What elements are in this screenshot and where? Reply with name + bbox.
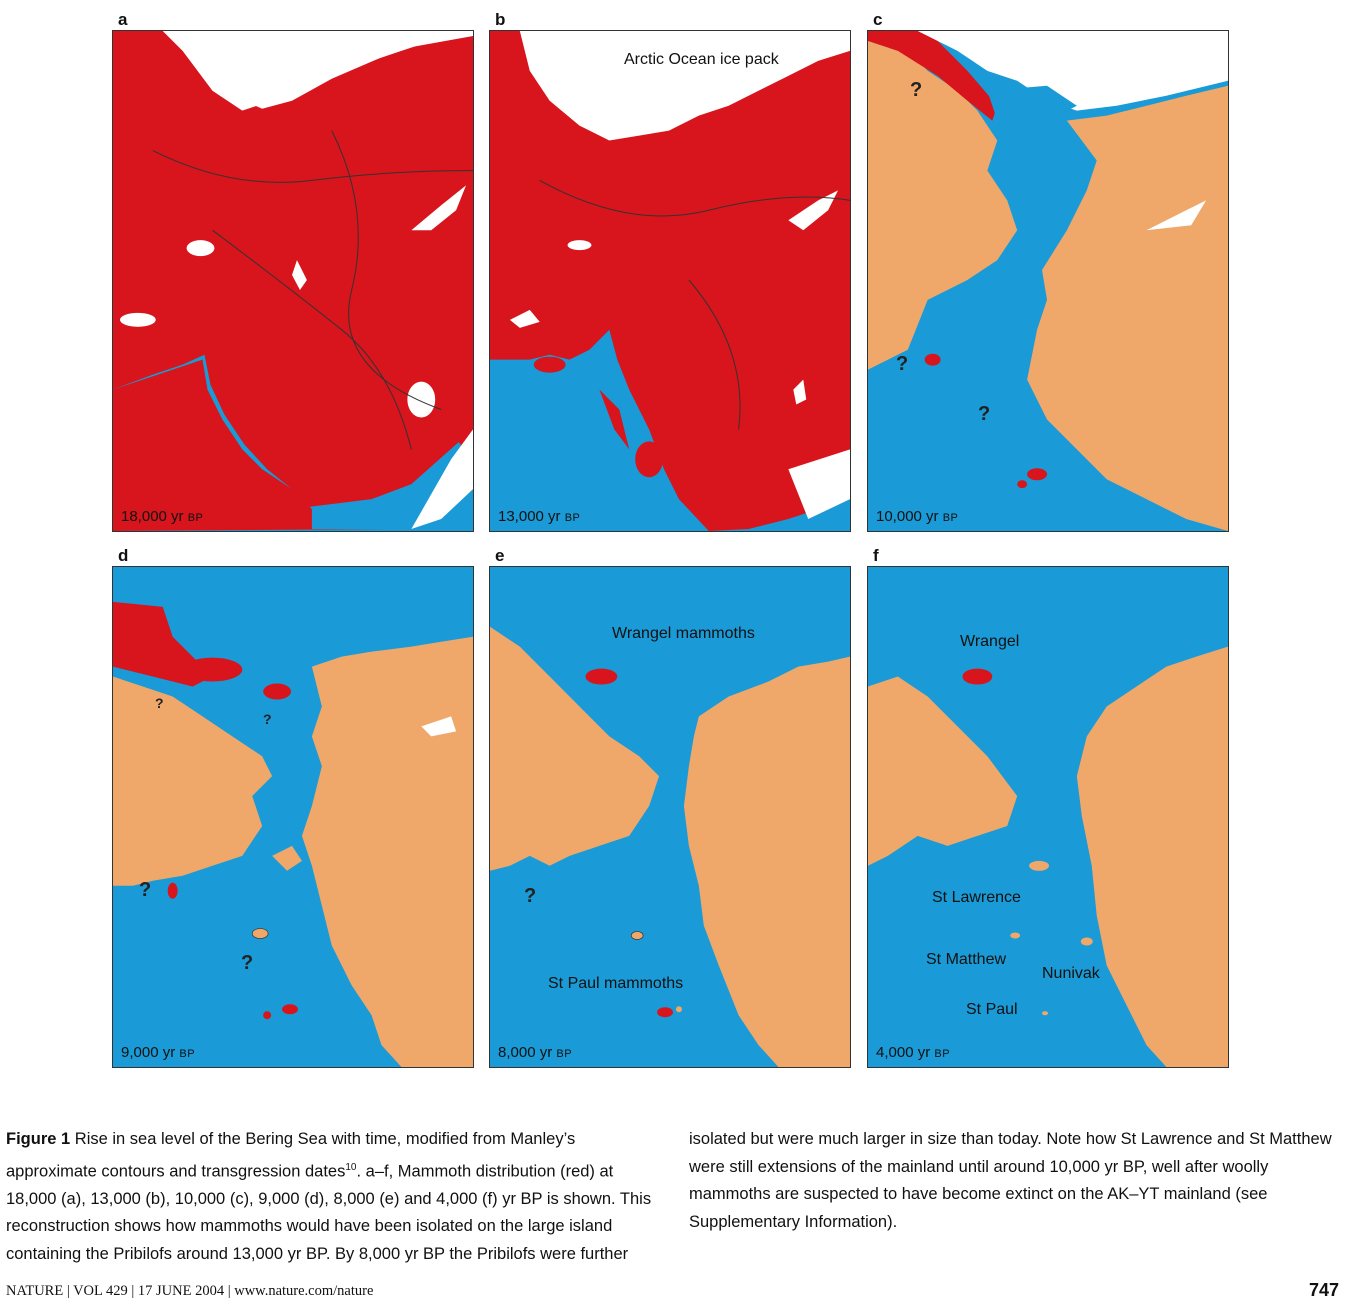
figure-label: Figure 1 <box>6 1130 71 1148</box>
question-mark: ? <box>978 403 991 425</box>
map-f-graphic <box>868 567 1228 1067</box>
panel-c <box>867 8 1229 525</box>
map-label-wrangel-mammoths: Wrangel mammoths <box>612 625 755 642</box>
caption-text-1: Rise in sea level of the Bering Sea with time, modified from Manley’s approximate contours and transgression dates <box>6 1130 576 1180</box>
panel-letter: e <box>495 546 505 565</box>
panel-d <box>112 544 474 1061</box>
panel-letter: c <box>873 10 883 29</box>
question-mark: ? <box>896 353 909 375</box>
panel-b <box>489 8 851 525</box>
map-panel-f <box>867 566 1229 1068</box>
question-mark: ? <box>524 885 537 907</box>
caption-text-right: isolated but were much larger in size than today. Note how St Lawrence and St Matthew were still extensions of the mainland until around 10,000 yr BP, well after woolly mammoths are suspected to have become extinct on the AK–YT mainland (see Supplementary Information). <box>689 1130 1332 1231</box>
map-panel-a <box>112 30 474 532</box>
map-b-graphic <box>490 31 850 531</box>
map-label-ice-pack: Arctic Ocean ice pack <box>624 51 779 68</box>
panel-letter: f <box>873 546 879 565</box>
question-mark: ? <box>155 695 164 711</box>
question-mark: ? <box>241 952 254 974</box>
map-label-st-paul-mammoths: St Paul mammoths <box>548 975 684 992</box>
map-label-wrangel: Wrangel <box>960 633 1020 650</box>
map-a-graphic <box>113 31 473 531</box>
journal-footer: NATURE | VOL 429 | 17 JUNE 2004 | www.nature.com/nature <box>6 1283 374 1299</box>
map-label-nunivak: Nunivak <box>1042 965 1100 982</box>
date-label: 9,000 yr BP <box>121 1044 196 1061</box>
map-d-graphic <box>113 567 473 1067</box>
map-panel-c <box>867 30 1229 532</box>
map-label-st-paul: St Paul <box>966 1001 1018 1018</box>
map-panel-b <box>489 30 851 532</box>
date-label: 18,000 yr BP <box>121 508 204 525</box>
reference-number: 10 <box>345 1161 357 1173</box>
caption-text-2: . a–f, Mammoth distribution (red) at 18,000 (a), 13,000 (b), 10,000 (c), 9,000 (d), 8,000 (e) and 4,000 (f) yr BP is shown. This reconstruction shows how mammoths would have been isolated on the large island containing the Pribilofs around 13,000 yr BP. By 8,000 yr BP the Pribilofs were further <box>6 1162 652 1263</box>
panel-letter: d <box>118 546 129 565</box>
panel-letter: b <box>495 10 506 29</box>
date-label: 8,000 yr BP <box>498 1044 573 1061</box>
page-number: 747 <box>1308 1280 1339 1300</box>
map-label-st-lawrence: St Lawrence <box>932 889 1021 906</box>
question-mark: ? <box>910 79 923 101</box>
date-label: 10,000 yr BP <box>876 508 959 525</box>
caption-left <box>6 1126 666 1268</box>
panel-a <box>112 8 474 525</box>
question-mark: ? <box>139 879 152 901</box>
panel-letter: a <box>118 10 128 29</box>
map-panel-d <box>112 566 474 1068</box>
map-label-st-matthew: St Matthew <box>926 951 1007 968</box>
question-mark: ? <box>263 711 272 727</box>
date-label: 13,000 yr BP <box>498 508 581 525</box>
caption-right <box>689 1126 1345 1236</box>
panel-e <box>489 544 851 1061</box>
map-c-graphic <box>868 31 1228 531</box>
map-panel-e <box>489 566 851 1068</box>
panel-f <box>867 544 1229 1061</box>
date-label: 4,000 yr BP <box>876 1044 951 1061</box>
